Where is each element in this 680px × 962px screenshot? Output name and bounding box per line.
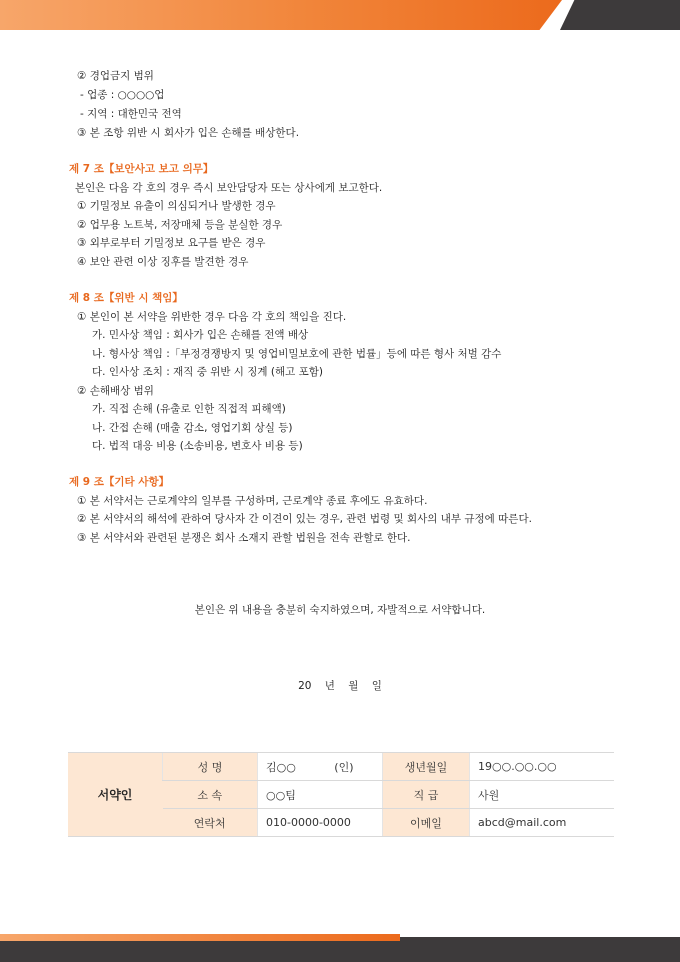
sec6-subitem-region: - 지역 : 대한민국 전역 (80, 108, 182, 120)
signer-table (68, 752, 614, 837)
rank-field[interactable]: 사원 (470, 781, 615, 809)
header-dark-bar (560, 0, 680, 30)
sec7-item-1: ① 기밀정보 유출이 의심되거나 발생한 경우 (77, 200, 276, 212)
sec8-sub-indirect: 나. 간접 손해 (매출 감소, 영업기회 상실 등) (92, 422, 293, 434)
sec8-sub-personnel: 다. 인사상 조치 : 재직 중 위반 시 징계 (해고 포함) (92, 366, 324, 378)
sec9-item-1: ① 본 서약서는 근로계약의 일부를 구성하며, 근로계약 종료 후에도 유효하다. (77, 495, 428, 507)
sec9-item-2: ② 본 서약서의 해석에 관하여 당사자 간 이견이 있는 경우, 관련 법령 및 회사의 내부 규정에 따른다. (77, 513, 532, 525)
sec6-subitem-industry: - 업종 : ○○○○업 (80, 89, 165, 101)
sec8-sub-criminal: 나. 형사상 책임 :「부정경쟁방지 및 영업비밀보호에 관한 법률」등에 따른 형사 처벌 감수 (92, 348, 502, 360)
email-label: 이메일 (383, 809, 470, 837)
sec7-item-3: ③ 외부로부터 기밀정보 요구를 받은 경우 (77, 237, 266, 249)
rank-label: 직 급 (383, 781, 470, 809)
sec6-item-3: ③ 본 조항 위반 시 회사가 입은 손해를 배상한다. (77, 127, 300, 139)
phone-label: 연락처 (163, 809, 258, 837)
sec8-sub-direct: 가. 직접 손해 (유출로 인한 직접적 피해액) (92, 403, 286, 415)
sec7-item-4: ④ 보안 관련 이상 징후를 발견한 경우 (77, 256, 249, 268)
phone-field[interactable]: 010-0000-0000 (258, 809, 383, 837)
date-line: 20 년 월 일 (298, 680, 382, 692)
sec9-heading: 제 9 조【기타 사항】 (69, 476, 170, 488)
dept-label: 소 속 (163, 781, 258, 809)
sec8-item-1: ① 본인이 본 서약을 위반한 경우 다음 각 호의 책임을 진다. (77, 311, 347, 323)
sec7-heading: 제 7 조【보안사고 보고 의무】 (69, 163, 214, 175)
closing-statement: 본인은 위 내용을 충분히 숙지하였으며, 자발적으로 서약합니다. (194, 604, 486, 616)
signer-title: 서약인 (68, 753, 163, 837)
sec9-item-3: ③ 본 서약서와 관련된 분쟁은 회사 소재지 관할 법원을 전속 관할로 한다. (77, 532, 411, 544)
email-field[interactable]: abcd@mail.com (470, 809, 615, 837)
sec7-item-2: ② 업무용 노트북, 저장매체 등을 분실한 경우 (77, 219, 283, 231)
birth-label: 생년월일 (383, 753, 470, 781)
header-orange-bar (0, 0, 562, 30)
sec8-item-2: ② 손해배상 범위 (77, 385, 154, 397)
footer-orange-bar (0, 934, 400, 941)
sec8-heading: 제 8 조【위반 시 책임】 (69, 292, 183, 304)
name-field[interactable]: 김○○ (인) (258, 753, 383, 781)
sec8-sub-legal: 다. 법적 대응 비용 (소송비용, 변호사 비용 등) (92, 440, 303, 452)
dept-field[interactable]: ○○팀 (258, 781, 383, 809)
sec7-intro: 본인은 다음 각 호의 경우 즉시 보안담당자 또는 상사에게 보고한다. (75, 182, 383, 194)
birth-field[interactable]: 19○○.○○.○○ (470, 753, 615, 781)
name-label: 성 명 (163, 753, 258, 781)
sec6-item-2: ② 경업금지 범위 (77, 70, 154, 82)
sec8-sub-civil: 가. 민사상 책임 : 회사가 입은 손해를 전액 배상 (92, 329, 309, 341)
